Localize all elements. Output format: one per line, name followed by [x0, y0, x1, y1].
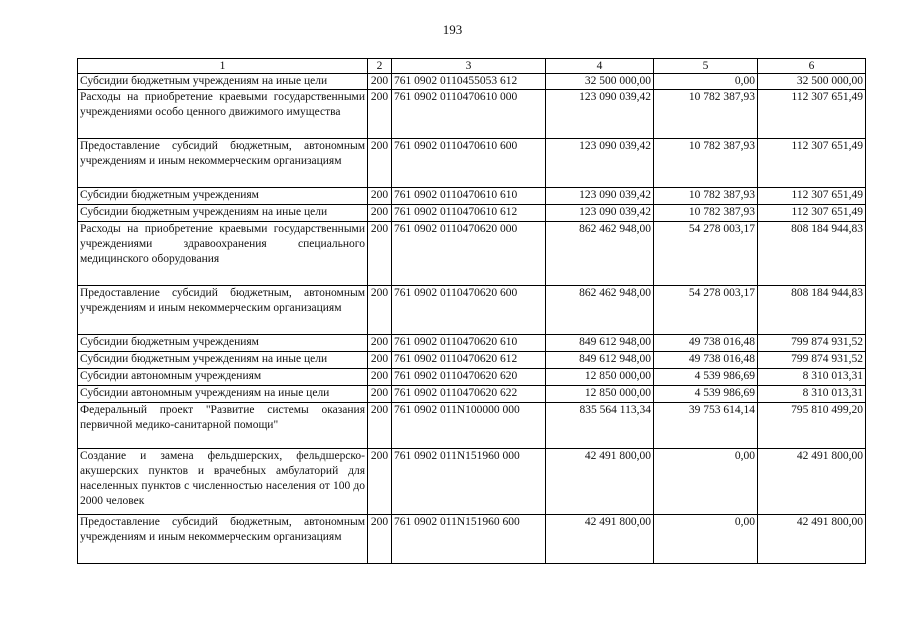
item-name-cell: Субсидии бюджетным учреждениям на иные цели: [78, 352, 368, 369]
amount-column-5-cell: 4 539 986,69: [654, 369, 758, 386]
amount-column-5-cell: 49 738 016,48: [654, 335, 758, 352]
budget-code-cell: 761 0902 0110470620 000: [392, 222, 546, 286]
amount-column-5-cell: 0,00: [654, 449, 758, 515]
column-header: 5: [654, 59, 758, 74]
item-name-cell: Расходы на приобретение краевыми государственными учреждениями здравоохранения специального медицинского оборудования: [78, 222, 368, 286]
column-header: 4: [546, 59, 654, 74]
amount-column-4-cell: 835 564 113,34: [546, 403, 654, 449]
table-row: [78, 188, 866, 205]
item-name-cell: Создание и замена фельдшерских, фельдшерско-акушерских пунктов и врачебных амбулаторий для населенных пунктов с численностью населения от 100 до 2000 человек: [78, 449, 368, 515]
budget-table: [77, 58, 866, 564]
budget-code-cell: 761 0902 0110470610 000: [392, 90, 546, 139]
budget-code-cell: 761 0902 0110470620 612: [392, 352, 546, 369]
amount-column-5-cell: 10 782 387,93: [654, 90, 758, 139]
column-2-cell: 200: [368, 352, 392, 369]
table-row: [78, 369, 866, 386]
amount-column-6-cell: 112 307 651,49: [758, 90, 866, 139]
amount-column-5-cell: 0,00: [654, 515, 758, 564]
amount-column-4-cell: 42 491 800,00: [546, 515, 654, 564]
table-row: [78, 335, 866, 352]
table-row: [78, 90, 866, 139]
amount-column-4-cell: 123 090 039,42: [546, 90, 654, 139]
column-number-row: [78, 59, 866, 74]
budget-code-cell: 761 0902 0110470620 620: [392, 369, 546, 386]
column-2-cell: 200: [368, 335, 392, 352]
amount-column-4-cell: 42 491 800,00: [546, 449, 654, 515]
amount-column-6-cell: 808 184 944,83: [758, 222, 866, 286]
amount-column-4-cell: 862 462 948,00: [546, 286, 654, 335]
column-2-cell: 200: [368, 222, 392, 286]
amount-column-5-cell: 10 782 387,93: [654, 188, 758, 205]
amount-column-4-cell: 32 500 000,00: [546, 74, 654, 90]
amount-column-5-cell: 0,00: [654, 74, 758, 90]
column-2-cell: 200: [368, 74, 392, 90]
column-2-cell: 200: [368, 386, 392, 403]
amount-column-6-cell: 8 310 013,31: [758, 386, 866, 403]
budget-code-cell: 761 0902 0110470610 610: [392, 188, 546, 205]
column-2-cell: 200: [368, 515, 392, 564]
item-name-cell: Субсидии бюджетным учреждениям: [78, 188, 368, 205]
amount-column-6-cell: 42 491 800,00: [758, 449, 866, 515]
amount-column-6-cell: 8 310 013,31: [758, 369, 866, 386]
column-2-cell: 200: [368, 188, 392, 205]
item-name-cell: Субсидии автономным учреждениям на иные цели: [78, 386, 368, 403]
amount-column-6-cell: 799 874 931,52: [758, 352, 866, 369]
amount-column-5-cell: 4 539 986,69: [654, 386, 758, 403]
budget-code-cell: 761 0902 0110455053 612: [392, 74, 546, 90]
column-2-cell: 200: [368, 369, 392, 386]
item-name-cell: Субсидии бюджетным учреждениям на иные цели: [78, 74, 368, 90]
budget-code-cell: 761 0902 0110470610 600: [392, 139, 546, 188]
column-2-cell: 200: [368, 286, 392, 335]
amount-column-5-cell: 10 782 387,93: [654, 205, 758, 222]
column-2-cell: 200: [368, 449, 392, 515]
amount-column-4-cell: 123 090 039,42: [546, 205, 654, 222]
budget-code-cell: 761 0902 011N100000 000: [392, 403, 546, 449]
amount-column-5-cell: 10 782 387,93: [654, 139, 758, 188]
column-2-cell: 200: [368, 90, 392, 139]
table-row: [78, 515, 866, 564]
column-2-cell: 200: [368, 205, 392, 222]
item-name-cell: Расходы на приобретение краевыми государственными учреждениями особо ценного движимого имущества: [78, 90, 368, 139]
item-name-cell: Предоставление субсидий бюджетным, автономным учреждениям и иным некоммерческим организациям: [78, 139, 368, 188]
item-name-cell: Субсидии бюджетным учреждениям на иные цели: [78, 205, 368, 222]
amount-column-6-cell: 112 307 651,49: [758, 188, 866, 205]
amount-column-4-cell: 862 462 948,00: [546, 222, 654, 286]
table-row: [78, 449, 866, 515]
amount-column-4-cell: 849 612 948,00: [546, 352, 654, 369]
budget-code-cell: 761 0902 0110470610 612: [392, 205, 546, 222]
amount-column-5-cell: 49 738 016,48: [654, 352, 758, 369]
amount-column-6-cell: 799 874 931,52: [758, 335, 866, 352]
amount-column-4-cell: 123 090 039,42: [546, 188, 654, 205]
amount-column-4-cell: 12 850 000,00: [546, 386, 654, 403]
budget-code-cell: 761 0902 011N151960 600: [392, 515, 546, 564]
amount-column-4-cell: 123 090 039,42: [546, 139, 654, 188]
column-2-cell: 200: [368, 403, 392, 449]
budget-code-cell: 761 0902 0110470620 600: [392, 286, 546, 335]
budget-code-cell: 761 0902 0110470620 610: [392, 335, 546, 352]
column-2-cell: 200: [368, 139, 392, 188]
column-header: 3: [392, 59, 546, 74]
table-row: [78, 286, 866, 335]
item-name-cell: Субсидии бюджетным учреждениям: [78, 335, 368, 352]
table-row: [78, 74, 866, 90]
item-name-cell: Субсидии автономным учреждениям: [78, 369, 368, 386]
table-row: [78, 403, 866, 449]
column-header: 2: [368, 59, 392, 74]
amount-column-6-cell: 112 307 651,49: [758, 205, 866, 222]
item-name-cell: Предоставление субсидий бюджетным, автономным учреждениям и иным некоммерческим организациям: [78, 515, 368, 564]
budget-code-cell: 761 0902 011N151960 000: [392, 449, 546, 515]
amount-column-4-cell: 849 612 948,00: [546, 335, 654, 352]
table-row: [78, 139, 866, 188]
table-row: [78, 222, 866, 286]
amount-column-6-cell: 795 810 499,20: [758, 403, 866, 449]
amount-column-6-cell: 32 500 000,00: [758, 74, 866, 90]
table-row: [78, 205, 866, 222]
amount-column-6-cell: 808 184 944,83: [758, 286, 866, 335]
item-name-cell: Федеральный проект "Развитие системы оказания первичной медико-санитарной помощи": [78, 403, 368, 449]
item-name-cell: Предоставление субсидий бюджетным, автономным учреждениям и иным некоммерческим организациям: [78, 286, 368, 335]
table-row: [78, 386, 866, 403]
column-header: 1: [78, 59, 368, 74]
amount-column-5-cell: 54 278 003,17: [654, 222, 758, 286]
column-header: 6: [758, 59, 866, 74]
amount-column-5-cell: 54 278 003,17: [654, 286, 758, 335]
amount-column-6-cell: 42 491 800,00: [758, 515, 866, 564]
page-number: 193: [442, 22, 463, 37]
table-row: [78, 352, 866, 369]
amount-column-4-cell: 12 850 000,00: [546, 369, 654, 386]
amount-column-5-cell: 39 753 614,14: [654, 403, 758, 449]
amount-column-6-cell: 112 307 651,49: [758, 139, 866, 188]
budget-code-cell: 761 0902 0110470620 622: [392, 386, 546, 403]
table-body: [78, 74, 866, 564]
